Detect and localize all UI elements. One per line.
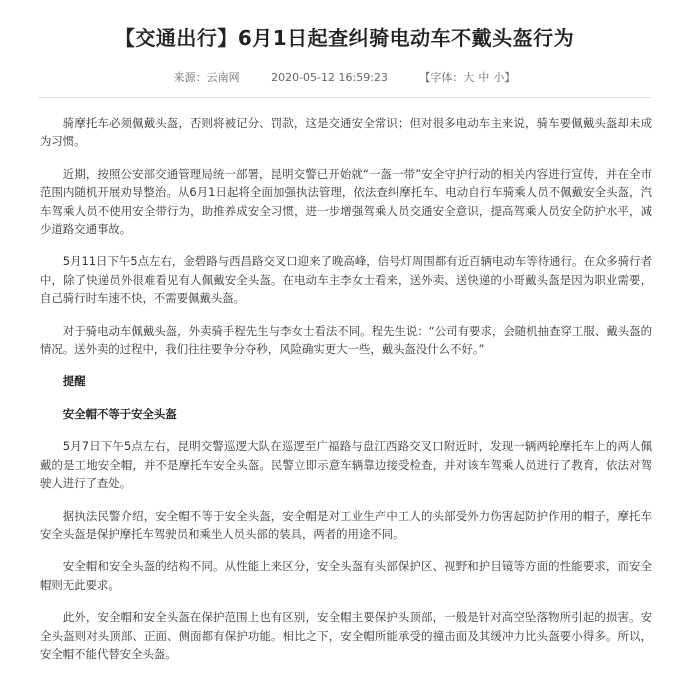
article-paragraph: 骑摩托车必须佩戴头盔，否则将被记分、罚款，这是交通安全常识；但对很多电动车主来说，骑车要佩戴头盔却未成为习惯。 <box>40 116 652 149</box>
article-body <box>40 114 652 677</box>
header-divider <box>38 97 651 98</box>
article-paragraph: 5月11日下午5点左右，金碧路与西昌路交叉口迎来了晚高峰，信号灯周围都有近百辆电动车等待通行。在众多骑行者中，除了快递员外很难看见有人佩戴安全头盔。在电动车主李女士看来，送外卖、送快递的小哥戴头盔是因为职业需要，自己骑行时车速不快，不需要佩戴头盔。 <box>40 254 652 306</box>
article-paragraph: 5月7日下午5点左右，昆明交警巡逻大队在巡逻至广福路与盘江西路交叉口附近时，发现一辆两轮摩托车上的两人佩戴的是工地安全帽，并不是摩托车安全头盔。民警立即示意车辆靠边接受检查，并对该车驾乘人员进行了教育，依法对驾驶人进行了查处。 <box>40 439 652 491</box>
font-size-control <box>419 71 515 84</box>
font-size-medium-link[interactable]: 中 <box>478 71 490 84</box>
section-heading-reminder: 提醒 <box>62 374 86 389</box>
section-heading-subtitle: 安全帽不等于安全头盔 <box>62 406 177 421</box>
article-source: 来源：云南网 <box>173 71 240 84</box>
article-paragraph: 此外，安全帽和安全头盔在保护范围上也有区别，安全帽主要保护头顶部，一般是针对高空坠落物所引起的损害。安全头盔则对头顶部、正面、侧面都有保护功能。相比之下，安全帽所能承受的撞击面及其缓冲力比头盔要小得多。所以，安全帽不能代替安全头盔。 <box>40 610 652 661</box>
article-paragraph: 安全帽和安全头盔的结构不同。从性能上来区分，安全头盔有头部保护区、视野和护目镜等方面的性能要求，而安全帽则无此要求。 <box>40 559 652 592</box>
article-paragraph: 对于骑电动车佩戴头盔，外卖骑手程先生与李女士看法不同。程先生说：“公司有要求，会随机抽查穿工服、戴头盔的情况。送外卖的过程中，我们往往要争分夺秒，风险确实更大一些，戴头盔没什么不好。” <box>40 323 652 357</box>
article-title: 【交通出行】6月1日起查纠骑电动车不戴头盔行为 <box>114 26 575 50</box>
font-size-suffix: 】 <box>504 71 516 84</box>
font-size-small-link[interactable]: 小 <box>493 71 505 84</box>
article-paragraph: 近期，按照公安部交通管理局统一部署，昆明交警已开始就“一盔一带”安全守护行动的相关内容进行宣传，并在全市范围内随机开展劝导整治。从6月1日起将全面加强执法管理，依法查纠摩托车、电动自行车骑乘人员不佩戴安全头盔，汽车驾乘人员不使用安全带行为，助推养成安全习惯，进一步增强驾乘人员交通安全意识，提高驾乘人员安全防护水平，减少道路交通事故。 <box>40 166 652 237</box>
article-paragraph: 据执法民警介绍，安全帽不等于安全头盔，安全帽是对工业生产中工人的头部受外力伤害起防护作用的帽子，摩托车安全头盔是保护摩托车驾驶员和乘坐人员头部的装具，两者的用途不同。 <box>40 508 652 541</box>
font-size-large-link[interactable]: 大 <box>463 71 475 84</box>
font-size-prefix: 【字体： <box>419 71 464 84</box>
article-meta <box>0 70 689 86</box>
article-datetime: 2020-05-12 16:59:23 <box>271 71 388 84</box>
